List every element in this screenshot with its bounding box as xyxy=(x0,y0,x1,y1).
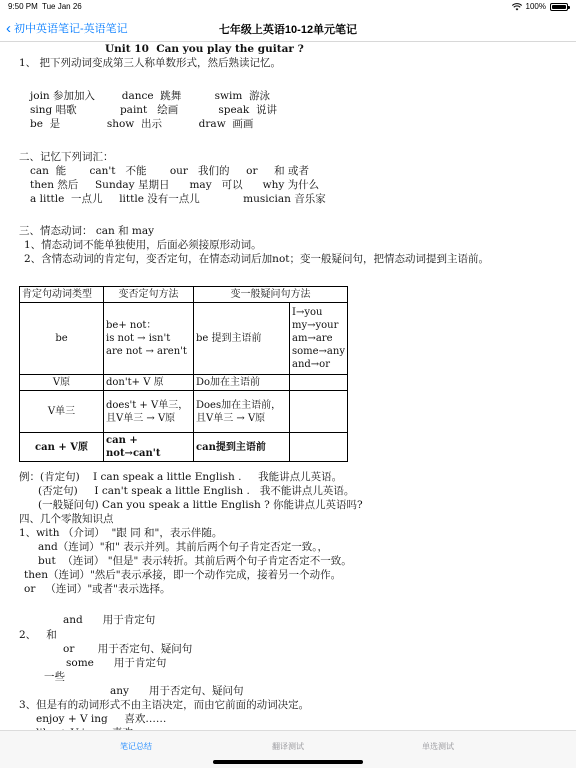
table-cell: can + not→can't xyxy=(104,433,194,462)
table-row xyxy=(20,391,348,433)
doc-line: enjoy + V ing 喜欢…… xyxy=(36,713,167,725)
tab-notes-summary[interactable]: 笔记总结 xyxy=(120,742,152,751)
doc-line: 四、几个零散知识点 xyxy=(19,513,114,525)
page-title: 七年级上英语10-12单元笔记 xyxy=(218,24,358,36)
table-cell: be 提到主语前 xyxy=(194,303,290,375)
table-cell: I→you my→your am→are some→any and→or xyxy=(290,303,348,375)
table-row xyxy=(20,303,348,375)
nav-bar xyxy=(0,14,576,42)
tab-translation-test[interactable]: 翻译测试 xyxy=(272,742,304,751)
table-cell: does't + V单三， 且V单三 → V原 xyxy=(104,391,194,433)
doc-line: (否定句) I can't speak a little English . 我不能讲点儿英语。 xyxy=(38,485,355,497)
doc-line: 一些 xyxy=(44,671,65,683)
doc-line: 例：(肯定句) I can speak a little English . 我能讲点儿英语。 xyxy=(19,471,343,483)
table-cell: can + V原 xyxy=(20,433,104,462)
doc-line: sing 唱歌 paint 绘画 speak 说讲 xyxy=(30,104,277,116)
battery-percent: 100% xyxy=(525,2,546,11)
doc-line: 1、 把下列动词变成第三人称单数形式，然后熟读记忆。 xyxy=(19,57,282,69)
table-header-cell: 变否定句方法 xyxy=(104,287,194,303)
doc-line: and（连词）"和" 表示并列。其前后两个句子肯定否定一致。， xyxy=(38,541,328,553)
chevron-left-icon: ‹ xyxy=(6,19,11,37)
doc-line: 二、记忆下列词汇： xyxy=(19,151,114,163)
home-indicator[interactable] xyxy=(213,760,363,764)
doc-line: or 用于否定句、疑问句 xyxy=(63,643,193,655)
status-date: Tue Jan 26 xyxy=(42,2,82,11)
tab-single-choice-test[interactable]: 单选测试 xyxy=(422,742,454,751)
doc-line: then（连词）"然后"表示承接，即一个动作完成，接着另一个动作。 xyxy=(24,569,342,581)
table-cell: Does加在主语前， 且V单三 → V原 xyxy=(194,391,290,433)
table-header-cell: 肯定句动词类型 xyxy=(20,287,104,303)
doc-line: 3、但是有的动词形式不由主语决定，而由它前面的动词决定。 xyxy=(19,699,310,711)
tab-bar xyxy=(0,730,576,768)
unit-heading: Unit 10 Can you play the guitar ? xyxy=(105,43,304,55)
doc-line: but （连词） "但是" 表示转折。其前后两个句子肯定否定不一致。 xyxy=(38,555,352,567)
table-cell: be+ not： is not → isn't are not → aren't xyxy=(104,303,194,375)
doc-line: 1、情态动词不能单独使用，后面必须接原形动词。 xyxy=(24,239,262,251)
status-bar xyxy=(0,0,576,14)
table-row xyxy=(20,433,348,462)
doc-line: can 能 can't 不能 our 我们的 or 和 或者 xyxy=(30,165,309,177)
doc-line: (一般疑问句) Can you speak a little English ? 你能讲点儿英语吗? xyxy=(38,499,363,511)
table-cell xyxy=(290,391,348,433)
wifi-icon xyxy=(512,3,522,11)
doc-line: a little 一点儿 little 没有一点儿 musician 音乐家 xyxy=(30,193,326,205)
doc-line: 2、含情态动词的肯定句，变否定句，在情态动词后加not；变一般疑问句，把情态动词提到主语前。 xyxy=(24,253,489,265)
grammar-table xyxy=(19,286,348,462)
table-header-row xyxy=(20,287,348,303)
doc-line: 三、情态动词： can 和 may xyxy=(19,225,155,237)
status-time: 9:50 PM xyxy=(8,2,38,11)
table-header-cell: 变一般疑问句方法 xyxy=(194,287,348,303)
doc-line: be 是 show 出示 draw 画画 xyxy=(30,118,254,130)
table-cell: Do加在主语前 xyxy=(194,375,290,391)
doc-line: 1、with （介词） "跟 同 和"，表示伴随。 xyxy=(19,527,223,539)
doc-line: any 用于否定句、疑问句 xyxy=(110,685,244,697)
doc-line: some 用于肯定句 xyxy=(66,657,167,669)
table-cell: be xyxy=(20,303,104,375)
doc-line: and 用于肯定句 xyxy=(63,614,156,626)
doc-line: then 然后 Sunday 星期日 may 可以 why 为什么 xyxy=(30,179,320,191)
table-cell: V原 xyxy=(20,375,104,391)
doc-line: 2、 和 xyxy=(19,629,57,641)
table-cell: V单三 xyxy=(20,391,104,433)
status-right xyxy=(512,2,568,11)
table-cell: can提到主语前 xyxy=(194,433,290,462)
battery-icon xyxy=(550,3,568,11)
note-content[interactable] xyxy=(0,42,576,730)
doc-line: or （连词）"或者"表示选择。 xyxy=(24,583,171,595)
table-cell: don't+ V 原 xyxy=(104,375,194,391)
table-cell xyxy=(290,375,348,391)
table-row xyxy=(20,375,348,391)
doc-line: join 参加加入 dance 跳舞 swim 游泳 xyxy=(30,90,270,102)
table-cell xyxy=(290,433,348,462)
back-button-label: 初中英语笔记-英语笔记 xyxy=(14,23,128,35)
